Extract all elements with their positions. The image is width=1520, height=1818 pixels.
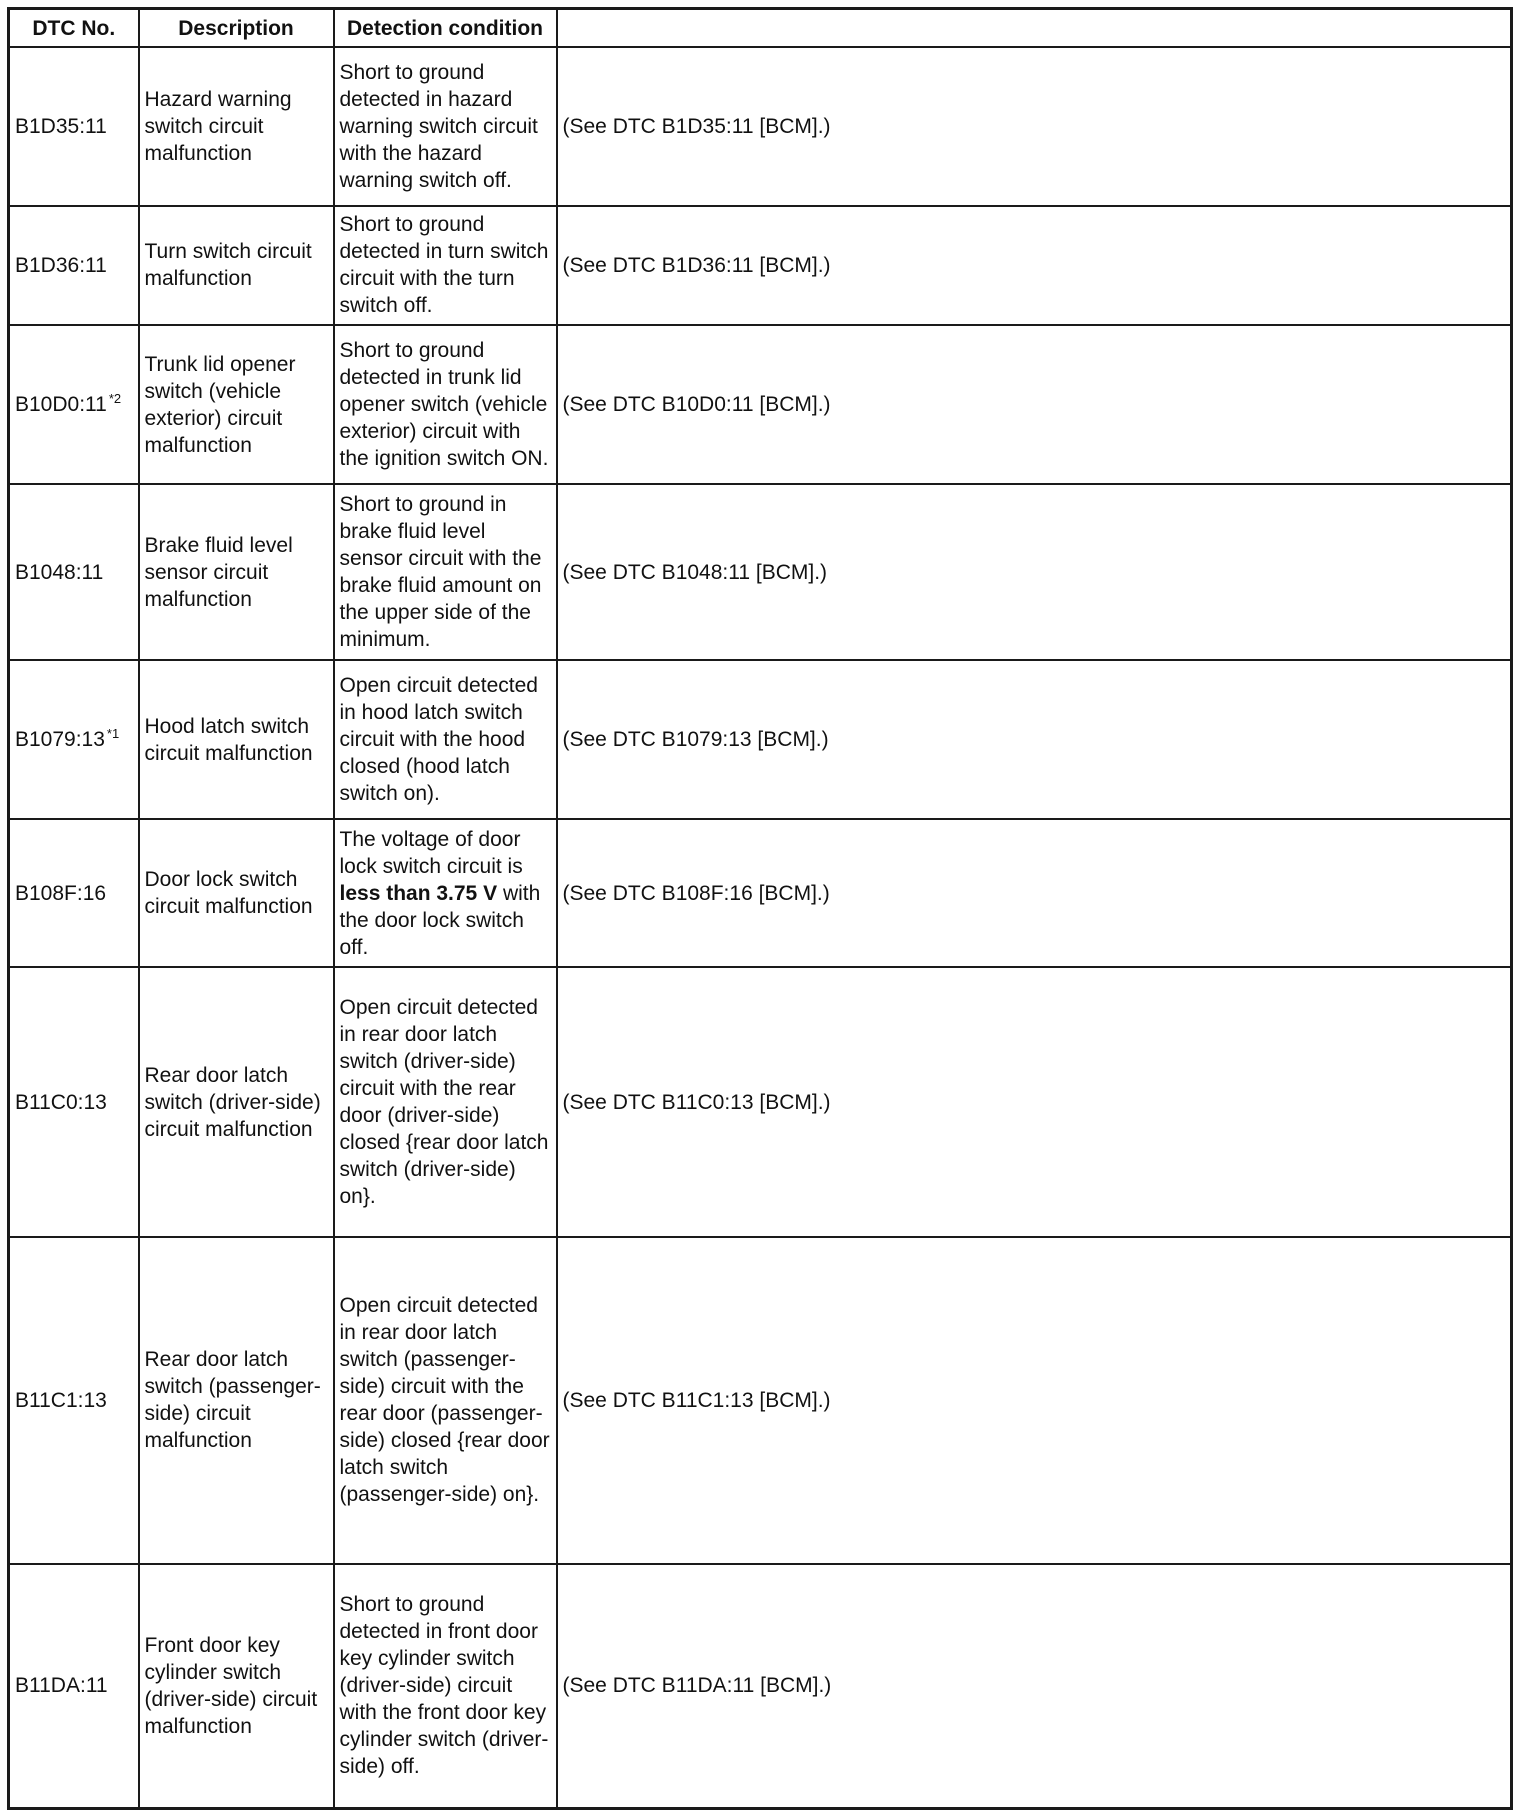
dtc-code-cell <box>9 47 139 206</box>
table-body <box>9 47 1512 1809</box>
table-row <box>9 325 1512 484</box>
dtc-code-cell <box>9 484 139 660</box>
detection-condition-cell: Open circuit detected in rear door latch switch (passenger-side) circuit with the rear door (passenger-side) closed {rear door latch switch (passenger-side) on}. <box>334 1237 557 1564</box>
description-cell: Trunk lid opener switch (vehicle exterior) circuit malfunction <box>139 325 334 484</box>
description-cell: Front door key cylinder switch (driver-side) circuit malfunction <box>139 1564 334 1809</box>
reference-cell: (See DTC B11C1:13 [BCM].) <box>557 1237 1512 1564</box>
header-dtc-no: DTC No. <box>9 9 139 48</box>
dtc-code: B1D36:11 <box>15 253 107 277</box>
reference-cell: (See DTC B1D36:11 [BCM].) <box>557 206 1512 326</box>
table-row <box>9 967 1512 1237</box>
dtc-code-cell <box>9 660 139 819</box>
dtc-code: B11C1:13 <box>15 1388 107 1412</box>
table-row <box>9 1564 1512 1809</box>
description-cell: Turn switch circuit malfunction <box>139 206 334 326</box>
reference-cell: (See DTC B11C0:13 [BCM].) <box>557 967 1512 1237</box>
table-row <box>9 819 1512 967</box>
detection-condition-cell: Short to ground detected in turn switch circuit with the turn switch off. <box>334 206 557 326</box>
detection-condition-cell: Short to ground detected in front door key cylinder switch (driver-side) circuit with the front door key cylinder switch (driver-side) off. <box>334 1564 557 1809</box>
dtc-code: B11C0:13 <box>15 1090 107 1114</box>
table-row <box>9 47 1512 206</box>
detection-condition-cell: Short to ground detected in hazard warning switch circuit with the hazard warning switch off. <box>334 47 557 206</box>
header-row <box>9 9 1512 48</box>
voltage-threshold: less than 3.75 V <box>339 881 498 905</box>
dtc-code-cell <box>9 325 139 484</box>
dtc-code-cell <box>9 1237 139 1564</box>
header-reference <box>557 9 1512 48</box>
table-header <box>9 9 1512 48</box>
condition-text: with the door lock switch off. <box>339 881 541 959</box>
detection-condition-cell: Short to ground detected in trunk lid opener switch (vehicle exterior) circuit with the ignition switch ON. <box>334 325 557 484</box>
footnote-marker: *1 <box>106 726 120 742</box>
reference-cell: (See DTC B1079:13 [BCM].) <box>557 660 1512 819</box>
header-detection-condition: Detection condition <box>334 9 557 48</box>
description-cell: Hood latch switch circuit malfunction <box>139 660 334 819</box>
description-cell: Rear door latch switch (passenger-side) circuit malfunction <box>139 1237 334 1564</box>
dtc-code: B10D0:11 <box>15 393 107 417</box>
detection-condition-cell: Open circuit detected in hood latch switch circuit with the hood closed (hood latch switch on). <box>334 660 557 819</box>
dtc-code: B11DA:11 <box>15 1674 108 1698</box>
condition-text: The voltage of door lock switch circuit is <box>339 827 523 878</box>
reference-cell: (See DTC B11DA:11 [BCM].) <box>557 1564 1512 1809</box>
description-cell: Brake fluid level sensor circuit malfunction <box>139 484 334 660</box>
footnote-marker: *2 <box>108 391 122 407</box>
detection-condition-cell: Short to ground in brake fluid level sensor circuit with the brake fluid amount on the upper side of the minimum. <box>334 484 557 660</box>
description-cell: Door lock switch circuit malfunction <box>139 819 334 967</box>
description-cell: Rear door latch switch (driver-side) circuit malfunction <box>139 967 334 1237</box>
table-row <box>9 206 1512 326</box>
dtc-code-cell <box>9 206 139 326</box>
dtc-code-cell <box>9 967 139 1237</box>
detection-condition-cell: Open circuit detected in rear door latch switch (driver-side) circuit with the rear door (driver-side) closed {rear door latch switch (driver-side) on}. <box>334 967 557 1237</box>
dtc-code: B1D35:11 <box>15 114 107 138</box>
dtc-table <box>7 7 1513 1810</box>
header-description: Description <box>139 9 334 48</box>
table-row <box>9 1237 1512 1564</box>
detection-condition-cell <box>334 819 557 967</box>
table-row <box>9 660 1512 819</box>
reference-cell: (See DTC B1048:11 [BCM].) <box>557 484 1512 660</box>
reference-cell: (See DTC B1D35:11 [BCM].) <box>557 47 1512 206</box>
reference-cell: (See DTC B108F:16 [BCM].) <box>557 819 1512 967</box>
table-row <box>9 484 1512 660</box>
dtc-code: B1048:11 <box>15 560 104 584</box>
description-cell: Hazard warning switch circuit malfunction <box>139 47 334 206</box>
dtc-code-cell <box>9 1564 139 1809</box>
dtc-code-cell <box>9 819 139 967</box>
dtc-code: B1079:13 <box>15 728 105 752</box>
reference-cell: (See DTC B10D0:11 [BCM].) <box>557 325 1512 484</box>
dtc-code: B108F:16 <box>15 881 107 905</box>
